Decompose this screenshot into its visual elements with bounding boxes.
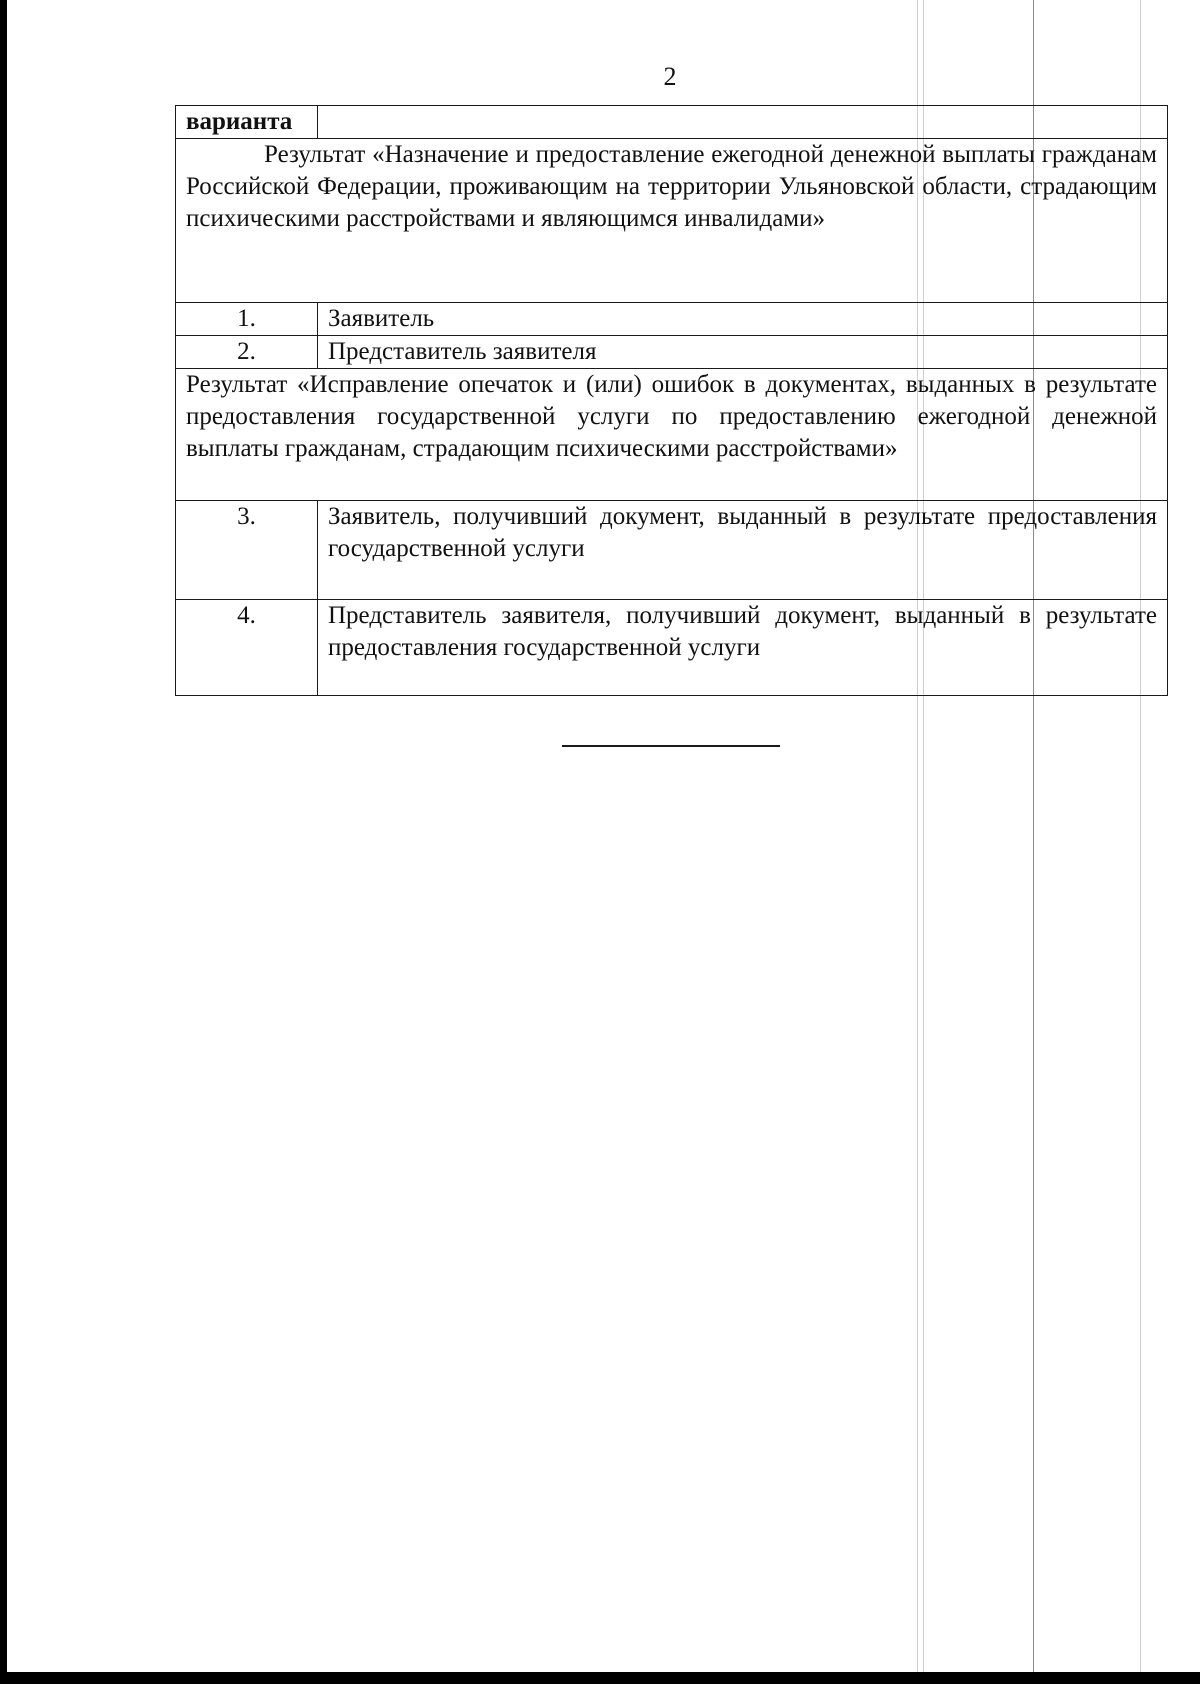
scan-border-bottom	[0, 1672, 1200, 1684]
section-title-correction: Результат «Исправление опечаток и (или) ошибок в документах, выданных в результате предоставления государственной услуги по предоставлению ежегодной денежной выплаты гражданам, страдающим психическими расстройствами»	[176, 369, 1168, 501]
row-number: 1.	[176, 303, 318, 336]
row-text: Представитель заявителя	[318, 336, 1168, 369]
table-header-row	[176, 106, 1168, 139]
row-number: 2.	[176, 336, 318, 369]
section-title-row	[176, 139, 1168, 303]
table-row	[176, 600, 1168, 696]
applicant-variants-table	[175, 105, 1168, 696]
scan-border-left	[0, 0, 7, 1680]
section-title-row	[176, 369, 1168, 501]
header-empty-cell	[318, 106, 1168, 139]
table-row	[176, 336, 1168, 369]
table-row	[176, 501, 1168, 600]
row-number: 3.	[176, 501, 318, 600]
table-row	[176, 303, 1168, 336]
header-variant-cell: варианта	[176, 106, 318, 139]
row-text: Заявитель, получивший документ, выданный в результате предоставления государственной услуги	[318, 501, 1168, 600]
row-text: Представитель заявителя, получивший документ, выданный в результате предоставления государственной услуги	[318, 600, 1168, 696]
row-number: 4.	[176, 600, 318, 696]
row-text: Заявитель	[318, 303, 1168, 336]
page-number: 2	[663, 62, 677, 91]
section-title-assignment: Результат «Назначение и предоставление ежегодной денежной выплаты гражданам Российской Федерации, проживающим на территории Ульяновской области, страдающим психическими расстройствами и являющимся инвалидами»	[176, 139, 1168, 303]
end-of-document-rule	[562, 745, 780, 747]
